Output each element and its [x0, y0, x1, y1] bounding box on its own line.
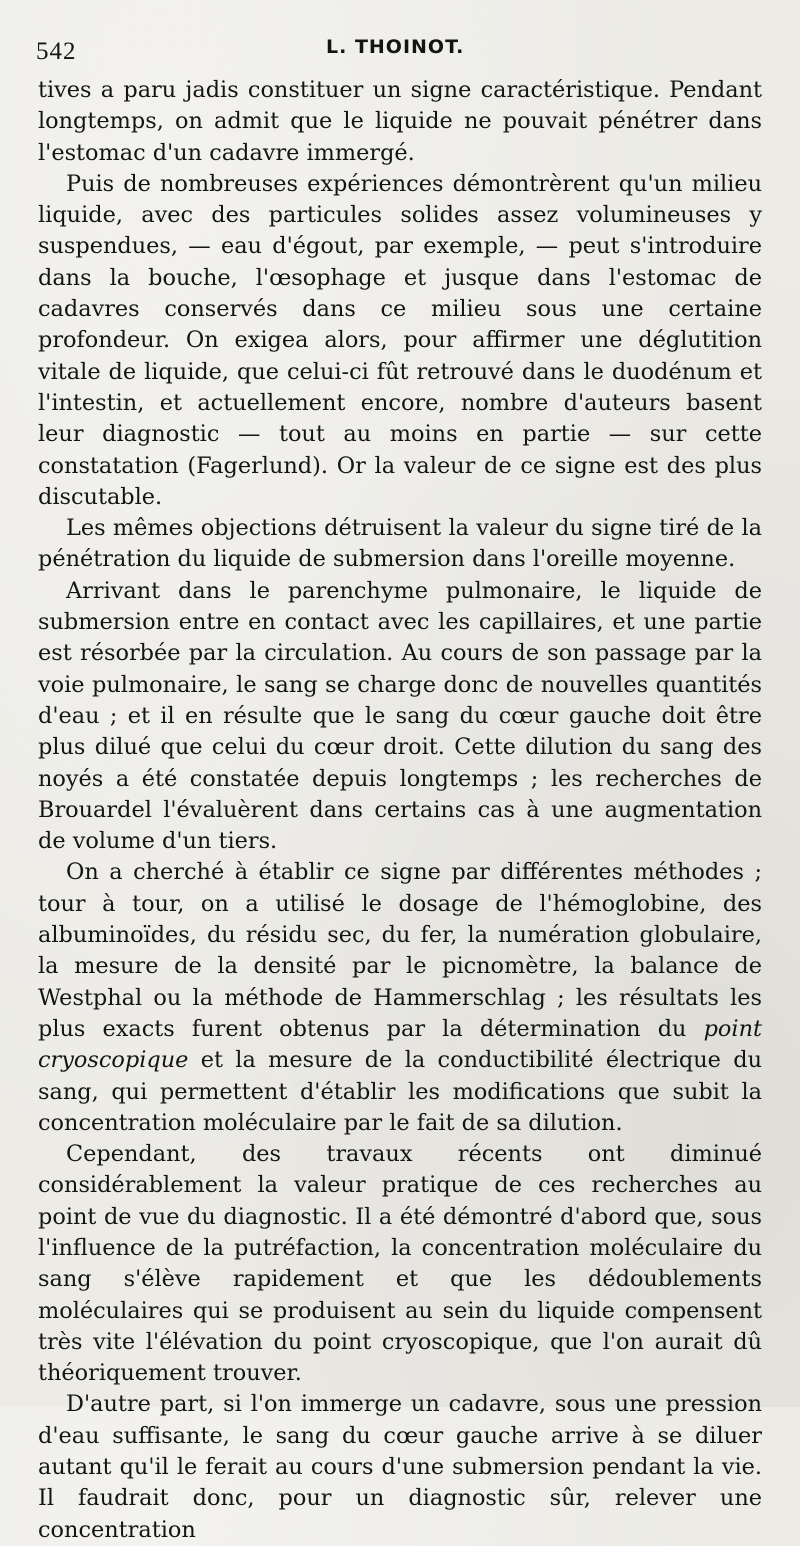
running-head — [36, 30, 766, 70]
italic-term: point cryoscopique — [38, 1015, 762, 1074]
text-run: Puis de nombreuses expériences démontrèrent qu'un milieu liquide, avec des particules solides assez volumineuses y suspendues, — eau d'égout, par exemple, — peut s'introduire dans la bouche, l'œsophage et jusque dans l'estomac de cadavres conservés dans ce milieu sous une certaine profondeur. On exigea alors, pour affirmer une déglutition vitale de liquide, que celui-ci fût retrouvé dans le duodénum et l'intestin, et actuellement encore, nombre d'auteurs basent leur diagnostic — tout au moins en partie — sur cette constatation (Fagerlund). Or la valeur de ce signe est des plus discutable. — [38, 170, 762, 510]
text-run: Cependant, des travaux récents ont diminué considérablement la valeur pratique de ces recherches au point de vue du diagnostic. Il a été démontré d'abord que, sous l'influence de la putréfaction, la concentration moléculaire du sang s'élève rapidement et que les dédoublements moléculaires qui se produisent au sein du liquide compensent très vite l'élévation du point cryoscopique, que l'on aurait dû théoriquement trouver. — [38, 1141, 762, 1387]
paragraph-1 — [38, 75, 762, 169]
paragraph-4 — [38, 576, 762, 858]
text-run: On a cherché à établir ce signe par différentes méthodes ; tour à tour, on a utilisé le dosage de l'hémoglobine, des albuminoïdes, du résidu sec, du fer, la numération globulaire, la mesure de la densité par le picnomètre, la balance de Westphal ou la méthode de Hammerschlag ; les résultats les plus exacts furent obtenus par la détermination du — [38, 859, 762, 1042]
page-number: 542 — [36, 38, 77, 65]
text-run: et la mesure de la conductibilité électrique du sang, qui permettent d'établir les modifications que subit la concentration moléculaire par le fait de sa dilution. — [38, 1047, 762, 1136]
text-run: Les mêmes objections détruisent la valeur du signe tiré de la pénétration du liquide de submersion dans l'oreille moyenne. — [38, 515, 762, 573]
paragraph-3 — [38, 513, 762, 576]
paragraph-6 — [38, 1139, 762, 1389]
running-title: L. THOINOT. — [326, 36, 465, 58]
body-text — [38, 75, 762, 1546]
text-run: tives a paru jadis constituer un signe caractéristique. Pendant longtemps, on admit que le liquide ne pouvait pénétrer dans l'estomac d'un cadavre immergé. — [38, 77, 762, 166]
paragraph-7 — [38, 1389, 762, 1545]
paragraph-5 — [38, 857, 762, 1139]
text-run: Arrivant dans le parenchyme pulmonaire, le liquide de submersion entre en contact avec les capillaires, et une partie est résorbée par la circulation. Au cours de son passage par la voie pulmonaire, le sang se charge donc de nouvelles quantités d'eau ; et il en résulte que le sang du cœur gauche doit être plus dilué que celui du cœur droit. Cette dilution du sang des noyés a été constatée depuis longtemps ; les recherches de Brouardel l'évaluèrent dans certains cas à une augmentation de volume d'un tiers. — [38, 577, 762, 855]
paragraph-2 — [38, 169, 762, 513]
text-run: D'autre part, si l'on immerge un cadavre, sous une pression d'eau suffisante, le sang du cœur gauche arrive à se diluer autant qu'il le ferait au cours d'une submersion pendant la vie. Il faudrait donc, pour un diagnostic sûr, relever une concentration — [38, 1391, 762, 1543]
